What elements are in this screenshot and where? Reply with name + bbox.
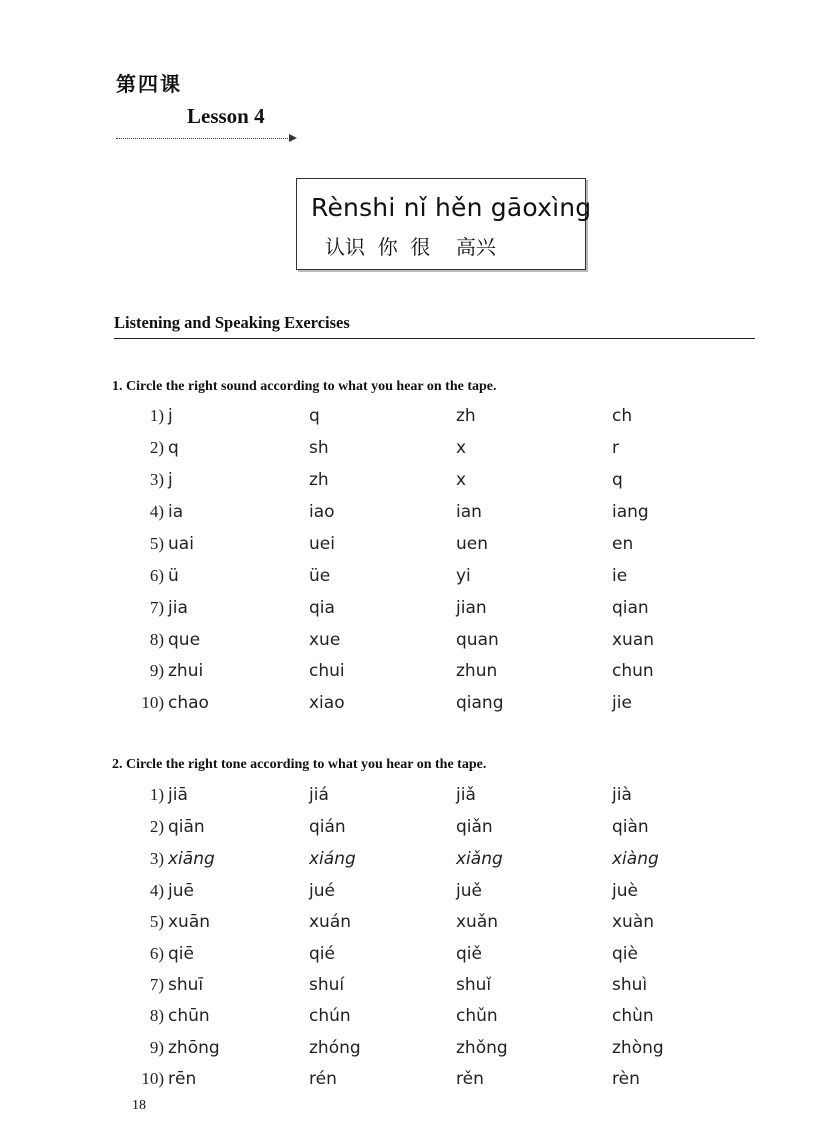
answer-option[interactable]: rěn [456, 1069, 484, 1089]
item-number: 2) [149, 438, 164, 457]
item-number: 6) [149, 566, 164, 585]
item-number: 2) [149, 817, 164, 836]
answer-option[interactable]: qié [309, 944, 335, 964]
answer-option[interactable]: x [456, 470, 467, 490]
answer-option[interactable]: rēn [168, 1069, 197, 1089]
exercise-1-row [0, 566, 816, 592]
answer-option[interactable]: zhóng [309, 1038, 361, 1058]
answer-option[interactable]: zhui [168, 661, 204, 681]
answer-option[interactable]: xiǎng [456, 849, 503, 869]
exercise-2-row [0, 785, 816, 811]
item-number: 3) [149, 470, 164, 489]
answer-option[interactable]: jià [612, 785, 632, 805]
answer-option[interactable]: jia [168, 598, 188, 618]
answer-option[interactable]: ia [168, 502, 184, 522]
answer-option[interactable]: uen [456, 534, 489, 554]
answer-option[interactable]: chun [612, 661, 654, 681]
answer-option[interactable]: shuí [309, 975, 345, 995]
answer-option[interactable]: ian [456, 502, 482, 522]
answer-option[interactable]: xuan [612, 630, 655, 650]
answer-option[interactable]: xiao [309, 693, 345, 713]
answer-option[interactable]: sh [309, 438, 329, 458]
exercise-2-row [0, 1069, 816, 1095]
section-divider [114, 338, 755, 339]
item-number: 9) [149, 1038, 164, 1057]
exercise-2-row [0, 817, 816, 843]
answer-option[interactable]: jiá [309, 785, 329, 805]
answer-option[interactable]: shuǐ [456, 975, 492, 995]
item-number: 10) [141, 693, 164, 712]
answer-option[interactable]: qiang [456, 693, 504, 713]
dotted-arrow [116, 138, 294, 139]
answer-option[interactable]: qiè [612, 944, 638, 964]
exercise-1-row [0, 630, 816, 656]
exercise-2-row [0, 944, 816, 970]
answer-option[interactable]: q [612, 470, 623, 490]
answer-option[interactable]: q [309, 406, 320, 426]
answer-option[interactable]: qiān [168, 817, 205, 837]
answer-option[interactable]: xue [309, 630, 341, 650]
answer-option[interactable]: chún [309, 1006, 351, 1026]
answer-option[interactable]: jian [456, 598, 487, 618]
item-number: 8) [149, 1006, 164, 1025]
lesson-number-chinese: 第四课 [116, 72, 182, 96]
answer-option[interactable]: chǔn [456, 1006, 498, 1026]
exercise-1-row [0, 693, 816, 719]
exercise-1-row [0, 406, 816, 432]
answer-option[interactable]: xiàng [612, 849, 659, 869]
answer-option[interactable]: shuī [168, 975, 204, 995]
answer-option[interactable]: ü [168, 566, 179, 586]
answer-option[interactable]: qiǎn [456, 817, 493, 837]
answer-option[interactable]: quan [456, 630, 499, 650]
answer-option[interactable]: yi [456, 566, 471, 586]
lesson-title-hanzi: 认识 你 很 高兴 [325, 235, 496, 259]
answer-option[interactable]: jiā [168, 785, 188, 805]
answer-option[interactable]: xuàn [612, 912, 655, 932]
answer-option[interactable]: r [612, 438, 619, 458]
answer-option[interactable]: xuān [168, 912, 211, 932]
answer-option[interactable]: zhun [456, 661, 498, 681]
exercise-2-row [0, 849, 816, 875]
item-number: 10) [141, 1069, 164, 1088]
arrow-head-icon [289, 134, 297, 142]
exercise-1-row [0, 470, 816, 496]
answer-option[interactable]: que [168, 630, 201, 650]
exercise-1-row [0, 534, 816, 560]
lesson-title-pinyin: Rènshi nǐ hěn gāoxìng [311, 193, 592, 222]
item-number: 6) [149, 944, 164, 963]
exercise-1-row [0, 598, 816, 624]
answer-option[interactable]: xuán [309, 912, 352, 932]
answer-option[interactable]: zh [456, 406, 476, 426]
answer-option[interactable]: zhōng [168, 1038, 220, 1058]
answer-option[interactable]: j [168, 406, 173, 426]
item-number: 8) [149, 630, 164, 649]
answer-option[interactable]: zhǒng [456, 1038, 508, 1058]
answer-option[interactable]: x [456, 438, 467, 458]
answer-option[interactable]: j [168, 470, 173, 490]
answer-option[interactable]: xiāng [168, 849, 215, 869]
answer-option[interactable]: q [168, 438, 179, 458]
answer-option[interactable]: qiě [456, 944, 482, 964]
answer-option[interactable]: jie [612, 693, 632, 713]
exercise-2-row [0, 975, 816, 1001]
answer-option[interactable]: qia [309, 598, 335, 618]
answer-option[interactable]: chùn [612, 1006, 654, 1026]
exercise-2-row [0, 912, 816, 938]
answer-option[interactable]: zhòng [612, 1038, 664, 1058]
answer-option[interactable]: ch [612, 406, 633, 426]
answer-option[interactable]: üe [309, 566, 331, 586]
answer-option[interactable]: rèn [612, 1069, 640, 1089]
item-number: 5) [149, 534, 164, 553]
item-number: 4) [149, 502, 164, 521]
exercise-1-row [0, 438, 816, 464]
answer-option[interactable]: chui [309, 661, 345, 681]
answer-option[interactable]: shuì [612, 975, 648, 995]
exercise-2-row [0, 1038, 816, 1064]
page-number: 18 [132, 1098, 146, 1113]
answer-option[interactable]: rén [309, 1069, 337, 1089]
answer-option[interactable]: chao [168, 693, 209, 713]
answer-option[interactable]: jiǎ [456, 785, 476, 805]
answer-option[interactable]: juē [168, 881, 194, 901]
item-number: 7) [149, 975, 164, 994]
section-heading: Listening and Speaking Exercises [114, 313, 350, 332]
answer-option[interactable]: juè [612, 881, 638, 901]
exercise-1-instruction: 1. Circle the right sound according to what you hear on the tape. [112, 379, 497, 394]
lesson-number-english: Lesson 4 [187, 104, 265, 128]
lesson-title-box [296, 178, 592, 270]
exercise-2-instruction: 2. Circle the right tone according to what you hear on the tape. [112, 757, 487, 772]
answer-option[interactable]: iao [309, 502, 335, 522]
answer-option[interactable]: qiàn [612, 817, 649, 837]
answer-option[interactable]: uai [168, 534, 194, 554]
exercise-1-row [0, 502, 816, 528]
item-number: 7) [149, 598, 164, 617]
answer-option[interactable]: qiē [168, 944, 194, 964]
item-number: 3) [149, 849, 164, 868]
exercise-2-row [0, 881, 816, 907]
item-number: 4) [149, 881, 164, 900]
exercise-2-row [0, 1006, 816, 1032]
answer-option[interactable]: chūn [168, 1006, 210, 1026]
exercise-1-row [0, 661, 816, 687]
answer-option[interactable]: xiáng [309, 849, 356, 869]
answer-option[interactable]: uei [309, 534, 335, 554]
answer-option[interactable]: jué [309, 881, 335, 901]
answer-option[interactable]: zh [309, 470, 329, 490]
answer-option[interactable]: juě [456, 881, 482, 901]
item-number: 1) [149, 785, 164, 804]
item-number: 1) [149, 406, 164, 425]
item-number: 5) [149, 912, 164, 931]
answer-option[interactable]: en [612, 534, 634, 554]
answer-option[interactable]: qián [309, 817, 346, 837]
answer-option[interactable]: ie [612, 566, 628, 586]
answer-option[interactable]: qian [612, 598, 649, 618]
answer-option[interactable]: iang [612, 502, 649, 522]
answer-option[interactable]: xuǎn [456, 912, 499, 932]
item-number: 9) [149, 661, 164, 680]
